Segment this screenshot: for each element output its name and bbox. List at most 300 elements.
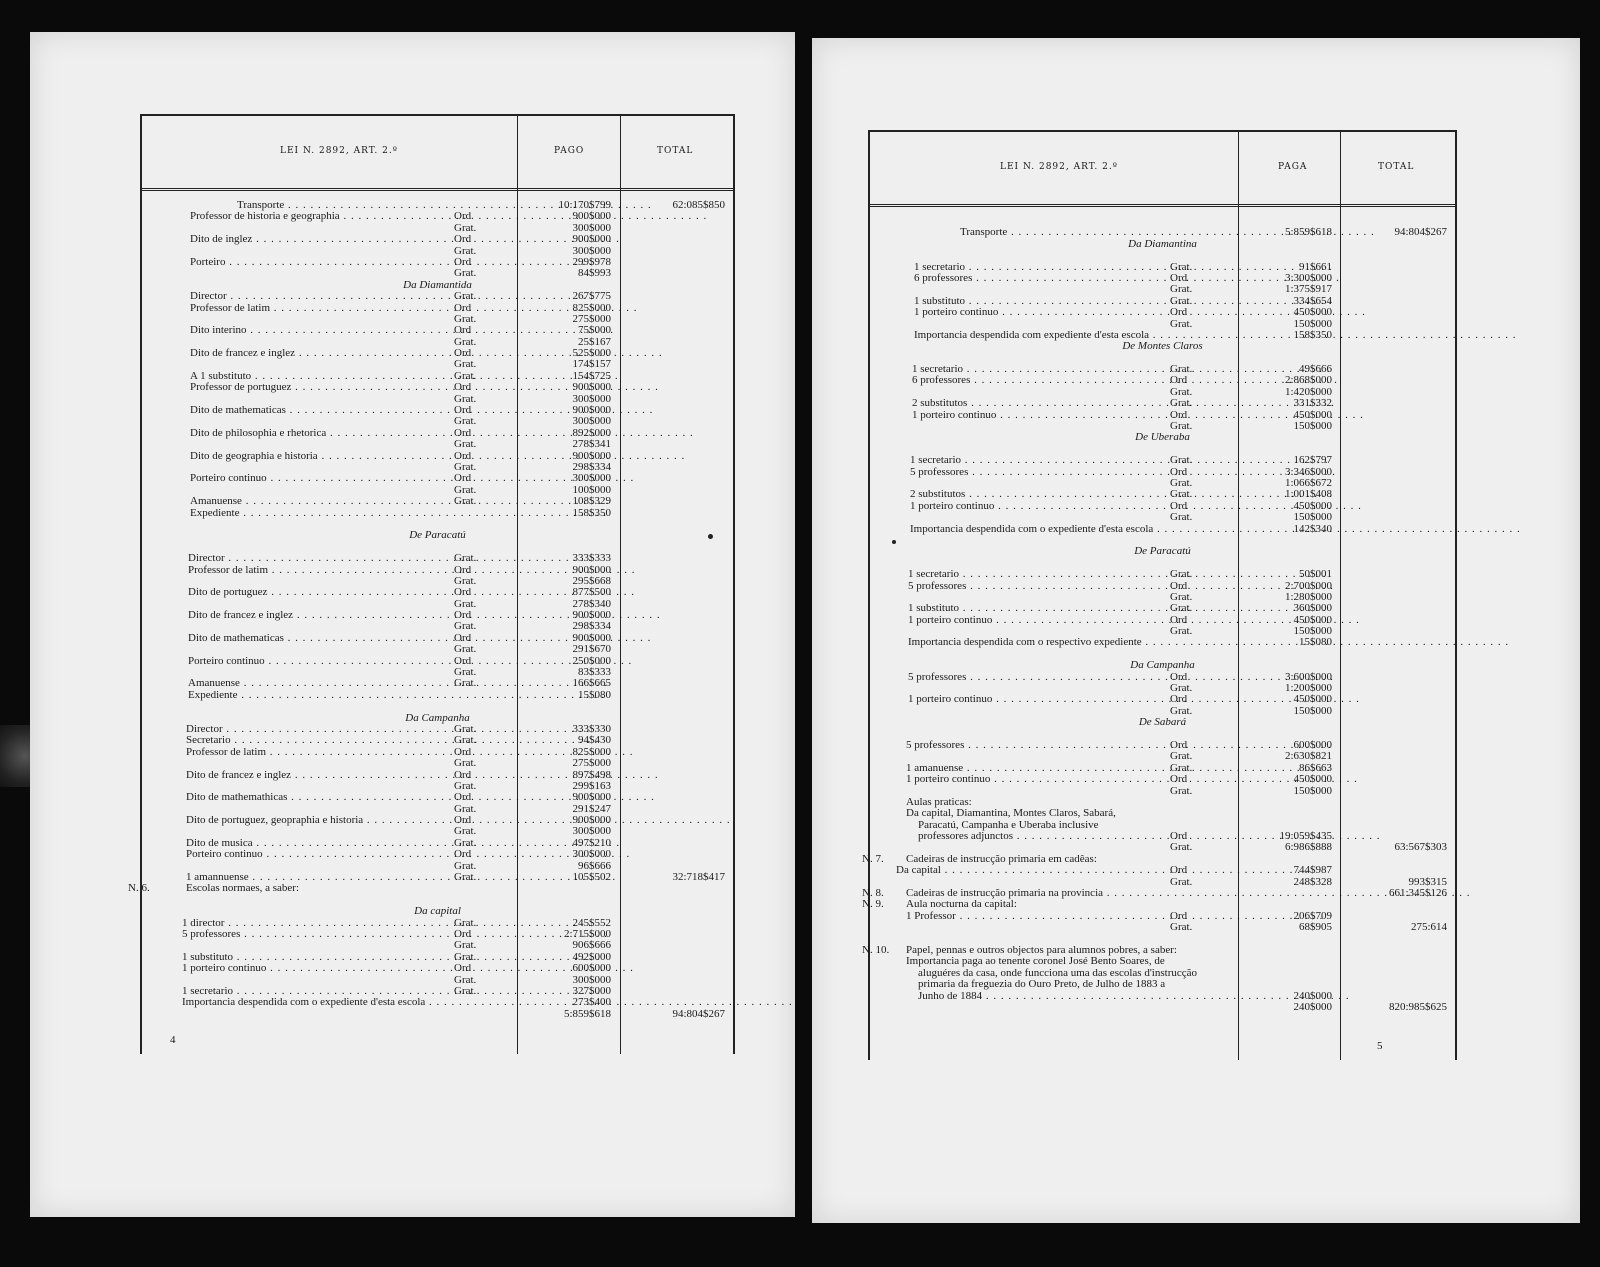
paid-amount: 15$080 (578, 688, 611, 701)
payment-type: Grat. (454, 392, 477, 405)
ledger-row (142, 553, 733, 564)
ledger-row (870, 307, 1455, 318)
row-label: Papel, pennas e outros objectos para alumnos pobres, a saber: (906, 944, 1177, 956)
left-ledger-table (128, 114, 735, 1054)
payment-type: Ord (1170, 830, 1188, 843)
paid-amount: 240$000 (1293, 989, 1332, 1002)
payment-type: Grat. (1170, 784, 1193, 797)
ledger-row (870, 672, 1455, 683)
payment-type: Grat. (454, 597, 477, 610)
payment-type: Grat. (454, 802, 477, 815)
ledger-row (142, 633, 733, 644)
paid-amount: 2:715$000 (563, 928, 611, 940)
payment-type: Grat. (454, 620, 477, 633)
ledger-row (142, 234, 733, 245)
ledger-row (142, 747, 733, 758)
ledger-row (142, 815, 733, 826)
payment-type: Ord (454, 449, 472, 462)
payment-type: Ord (454, 233, 472, 246)
item-number: N. 6. (128, 882, 150, 895)
row-label: Dito de musica . . . (186, 838, 450, 849)
ledger-row (142, 770, 733, 781)
paid-amount: 900$000 (572, 381, 611, 394)
row-label: Transporte . . . (237, 200, 437, 211)
ledger-row (870, 501, 1455, 512)
payment-type: Grat. (454, 722, 477, 735)
paid-amount: 150$000 (1293, 511, 1332, 524)
paid-amount: 331$332 (1293, 397, 1332, 410)
row-label: 5 professores . . . (908, 581, 1166, 592)
row-label: Director . . . (186, 724, 450, 735)
payment-type: Grat. (1170, 511, 1193, 524)
payment-type: Grat. (454, 460, 477, 473)
payment-type: Grat. (1170, 625, 1193, 638)
ledger-row (870, 250, 1455, 261)
payment-type: Grat. (454, 312, 477, 325)
ledger-row (870, 808, 1455, 819)
paid-amount: 360$000 (1293, 602, 1332, 615)
paid-amount: 25$167 (578, 335, 611, 348)
total-amount: 32:718$417 (672, 871, 725, 884)
paid-amount: 278$340 (572, 597, 611, 610)
paid-amount: 525$000 (572, 347, 611, 360)
paid-amount: 299$163 (572, 779, 611, 792)
ledger-row (870, 979, 1455, 990)
paid-amount: 2:868$000 (1284, 374, 1332, 387)
ledger-row (142, 348, 733, 359)
total-amount: 993$315 (1408, 875, 1447, 888)
row-label: Aulas praticas: (906, 795, 972, 808)
payment-type: Grat. (454, 734, 477, 747)
ledger-row (142, 644, 733, 655)
row-label: Importancia paga ao tenente coronel José Bento Soares, de (906, 955, 1165, 968)
paid-amount: 150$000 (1293, 317, 1332, 330)
payment-type: Ord (454, 745, 472, 758)
ledger-row (870, 410, 1455, 421)
payment-type: Grat. (454, 358, 477, 371)
payment-type: Grat. (454, 984, 477, 997)
section-heading (142, 906, 733, 917)
payment-type: Ord (454, 962, 472, 975)
ledger-row (142, 587, 733, 598)
paid-column-header: PAGO (554, 146, 585, 156)
right-ledger-rows (862, 216, 1455, 1013)
paid-amount: 91$661 (1299, 260, 1332, 273)
paid-amount: 298$334 (572, 620, 611, 633)
item-number: N. 10. (862, 944, 890, 956)
row-label: 2 substitutos . . . (910, 489, 1166, 500)
payment-type: Grat. (454, 335, 477, 348)
row-label: A 1 substituto . . . (190, 371, 450, 382)
row-label: 1 secretario . . . (908, 569, 1166, 580)
paid-amount: 2:700$000 (1284, 579, 1332, 592)
row-label: Porteiro continuo . . . (190, 473, 450, 484)
total-column-header: TOTAL (657, 146, 694, 156)
payment-type: Grat. (454, 950, 477, 963)
row-label: Transporte . . . (960, 227, 1158, 238)
paid-amount: 96$666 (578, 859, 611, 872)
paid-amount: 825$000 (572, 301, 611, 314)
row-label: Dito de portuguez, geopraphia e historia . . . (186, 815, 450, 826)
item-number: N. 7. (862, 852, 884, 865)
ledger-row (142, 382, 733, 393)
ledger-row (870, 455, 1455, 466)
left-page (30, 32, 795, 1217)
payment-type: Grat. (454, 369, 477, 382)
payment-type: Ord (454, 631, 472, 644)
ledger-row (142, 439, 733, 450)
paid-amount: 174$157 (572, 358, 611, 371)
row-label: Director . . . (188, 553, 450, 564)
row-label: Professor de historia e geographia . . . (190, 211, 450, 222)
paid-amount: 300$000 (572, 221, 611, 234)
row-label: Dito de francez e inglez . . . (186, 770, 450, 781)
section-title: De Paracatú (1134, 545, 1191, 558)
row-label: Dito de philosophia e rhetorica . . . (190, 428, 450, 439)
row-label: Dito de francez e inglez . . . (188, 610, 450, 621)
paid-amount: 5:859$618 (563, 1007, 611, 1020)
row-label: 1 secretario . . . (182, 986, 450, 997)
ink-spot (892, 540, 896, 544)
payment-type: Grat. (1170, 294, 1193, 307)
ledger-row (870, 581, 1455, 592)
ledger-row (142, 291, 733, 302)
section-heading (870, 717, 1455, 728)
row-label: Dito de mathematicas . . . (188, 633, 450, 644)
paid-amount: 250$000 (572, 654, 611, 667)
row-label: Cadeiras de instrucção primaria em cadêas: (906, 852, 1097, 865)
payment-type: Ord (454, 255, 472, 268)
ledger-row (142, 1009, 733, 1020)
paid-amount: 825$000 (572, 745, 611, 758)
law-reference: LEI N. 2892, ART. 2.º (1000, 162, 1118, 172)
paid-amount: 600$000 (1293, 738, 1332, 751)
payment-type: Grat. (454, 677, 477, 690)
row-label: 1 director . . . (182, 918, 450, 929)
payment-type: Ord (1170, 773, 1188, 786)
row-label: Dito de geographia e historia . . . (190, 451, 450, 462)
paid-amount: 278$341 (572, 438, 611, 451)
payment-type: Ord (454, 210, 472, 223)
paid-amount: 900$000 (572, 791, 611, 804)
payment-type: Ord (454, 563, 472, 576)
row-label: Junho de 1884 . . . (918, 991, 1158, 1002)
payment-type: Ord (454, 347, 472, 360)
payment-type: Ord (1170, 465, 1188, 478)
ledger-row (142, 496, 733, 507)
paid-amount: 300$000 (572, 973, 611, 986)
section-title: Da Diamantina (1128, 237, 1197, 250)
paid-column-header: PAGA (1278, 162, 1308, 172)
row-label: Expediente . . . (188, 690, 437, 701)
paid-amount: 1:280$000 (1284, 590, 1332, 603)
ledger-row (142, 508, 733, 519)
row-label: Escolas normaes, a saber: (186, 882, 300, 895)
payment-type: Grat. (1170, 488, 1193, 501)
row-label: 5 professores . . . (910, 467, 1166, 478)
payment-type: Grat. (454, 973, 477, 986)
total-amount: 820:985$625 (1388, 1000, 1447, 1013)
row-label: 5 professores . . . (908, 672, 1166, 683)
row-label: Importancia despendida com o respectivo expediente . . . (908, 637, 1158, 648)
paid-amount: 162$797 (1293, 454, 1332, 467)
paid-amount: 906$666 (572, 939, 611, 952)
total-amount: 661:345$126 (1388, 887, 1447, 900)
section-title: Da Campanha (1130, 659, 1195, 672)
row-label: 2 substitutos . . . (912, 398, 1166, 409)
paid-amount: 299$978 (572, 255, 611, 268)
row-label: Professor de portuguez . . . (190, 382, 450, 393)
paid-amount: 327$000 (572, 984, 611, 997)
paid-amount: 300$000 (572, 825, 611, 838)
paid-amount: 300$000 (572, 848, 611, 861)
ledger-row (870, 865, 1455, 876)
paid-amount: 334$654 (1293, 294, 1332, 307)
ledger-row (870, 922, 1455, 933)
row-label: Cadeiras de instrucção primaria na provincia . . . (906, 888, 1158, 899)
paid-amount: 150$000 (1293, 625, 1332, 638)
row-label: Da capital . . . (896, 865, 1166, 876)
ink-spot (708, 534, 713, 539)
right-ledger-table (862, 130, 1457, 1060)
payment-type: Grat. (454, 859, 477, 872)
page-number: 4 (170, 1034, 176, 1046)
row-label: Amanuense . . . (188, 678, 450, 689)
right-table-header (870, 132, 1455, 207)
paid-amount: 1:066$672 (1284, 476, 1332, 489)
row-label: Dito de francez e inglez . . . (190, 348, 450, 359)
paid-amount: 2:630$821 (1284, 750, 1332, 763)
paid-amount: 166$665 (572, 677, 611, 690)
payment-type: Grat. (1170, 283, 1193, 296)
ledger-row (870, 512, 1455, 523)
paid-amount: 158$350 (572, 506, 611, 519)
payment-type: Grat. (1170, 704, 1193, 717)
ledger-row (142, 690, 733, 701)
total-column-header: TOTAL (1378, 162, 1415, 172)
paid-amount: 49$666 (1299, 363, 1332, 376)
paid-amount: 248$328 (1293, 875, 1332, 888)
row-label: Secretario . . . (186, 735, 450, 746)
item-number: N. 8. (862, 887, 884, 900)
payment-type: Ord (1170, 670, 1188, 683)
paid-amount: 240$000 (1293, 1000, 1332, 1013)
section-title: Da capital (414, 905, 461, 918)
paid-amount: 497$210 (572, 836, 611, 849)
payment-type: Grat. (1170, 921, 1193, 934)
row-label: 1 substituto . . . (182, 952, 450, 963)
paid-amount: 333$330 (572, 722, 611, 735)
payment-type: Grat. (1170, 682, 1193, 695)
law-reference: LEI N. 2892, ART. 2.º (280, 146, 398, 156)
paid-amount: 450$000 (1293, 408, 1332, 421)
paid-amount: 100$000 (572, 483, 611, 496)
ledger-row (870, 569, 1455, 580)
ledger-row (142, 929, 733, 940)
left-ledger-rows (128, 199, 733, 1020)
payment-type: Ord (454, 768, 472, 781)
ledger-row (870, 991, 1455, 1002)
paid-amount: 900$000 (572, 210, 611, 223)
payment-type: Grat. (454, 221, 477, 234)
paid-amount: 892$000 (572, 426, 611, 439)
payment-type: Grat. (1170, 317, 1193, 330)
paid-amount: 291$247 (572, 802, 611, 815)
row-label: Amanuense . . . (190, 496, 450, 507)
paid-amount: 600$000 (572, 962, 611, 975)
right-page (812, 38, 1580, 1223)
paid-amount: 291$670 (572, 643, 611, 656)
row-label: 1 secretario . . . (912, 364, 1166, 375)
row-label: Expediente . . . (190, 508, 437, 519)
section-title: De Montes Claros (1122, 340, 1203, 353)
ledger-row (870, 831, 1455, 842)
ledger-row (870, 615, 1455, 626)
paid-amount: 1:001$408 (1284, 488, 1332, 501)
ledger-row (870, 694, 1455, 705)
ledger-row (142, 405, 733, 416)
row-label: 6 professores . . . (914, 273, 1166, 284)
row-label: Dito de mathematicas . . . (190, 405, 450, 416)
paid-amount: 295$668 (572, 574, 611, 587)
payment-type: Ord (454, 791, 472, 804)
payment-type: Grat. (1170, 454, 1193, 467)
payment-type: Grat. (454, 939, 477, 952)
row-label: 1 porteiro continuo . . . (912, 410, 1166, 421)
paid-amount: 105$502 (572, 871, 611, 884)
payment-type: Grat. (1170, 363, 1193, 376)
payment-type: Grat. (454, 483, 477, 496)
payment-type: Grat. (454, 495, 477, 508)
payment-type: Grat. (454, 757, 477, 770)
paid-amount: 450$000 (1293, 693, 1332, 706)
paid-amount: 900$000 (572, 233, 611, 246)
row-label: Porteiro continuo . . . (188, 656, 450, 667)
paid-amount: 10:170$799 (558, 199, 611, 211)
paid-amount: 50$001 (1299, 568, 1332, 581)
section-title: Da Diamantida (403, 278, 472, 291)
row-label: 1 Professor . . . (906, 911, 1166, 922)
paid-amount: 1:375$917 (1284, 283, 1332, 296)
row-label: Da capital, Diamantina, Montes Claros, Sabará, (906, 807, 1116, 820)
section-heading (870, 432, 1455, 443)
paid-amount: 6:986$888 (1284, 841, 1332, 854)
paid-amount: 897$498 (572, 768, 611, 781)
total-amount: 275:614 (1410, 921, 1447, 934)
payment-type: Grat. (454, 267, 477, 280)
ledger-row (142, 565, 733, 576)
paid-amount: 450$000 (1293, 499, 1332, 512)
paid-amount: 900$000 (572, 563, 611, 576)
paid-amount: 267$775 (572, 290, 611, 303)
payment-type: Grat. (454, 825, 477, 838)
payment-type: Ord (1170, 864, 1188, 877)
paid-amount: 275$000 (572, 312, 611, 325)
row-label: Dito interino . . . (190, 325, 450, 336)
paid-amount: 83$333 (578, 666, 611, 679)
payment-type: Ord (454, 814, 472, 827)
ledger-row (870, 774, 1455, 785)
paid-amount: 273$400 (572, 996, 611, 1009)
payment-type: Ord (454, 928, 472, 940)
payment-type: Ord (1170, 909, 1188, 922)
payment-type: Grat. (1170, 260, 1193, 273)
paid-amount: 150$000 (1293, 704, 1332, 717)
row-label: Porteiro . . . (190, 257, 450, 268)
paid-amount: 450$000 (1293, 613, 1332, 626)
paid-amount: 158$350 (1293, 328, 1332, 341)
row-label: Paracatú, Campanha e Uberaba inclusive (918, 818, 1099, 831)
payment-type: Ord (1170, 374, 1188, 387)
row-label: 1 porteiro continuo . . . (908, 694, 1166, 705)
ledger-row (128, 882, 733, 895)
paid-amount: 900$000 (572, 609, 611, 622)
section-title: Da Campanha (405, 711, 470, 724)
payment-type: Ord (1170, 613, 1188, 626)
payment-type: Grat. (454, 779, 477, 792)
paid-amount: 108$329 (572, 495, 611, 508)
paid-amount: 900$000 (572, 449, 611, 462)
left-table-header (142, 116, 733, 191)
total-amount: 94:804$267 (1394, 226, 1447, 239)
row-label: Importancia despendida com o expediente d'esta escola . . . (910, 524, 1158, 535)
payment-type: Ord (454, 472, 472, 485)
paid-amount: 900$000 (572, 631, 611, 644)
ledger-row (870, 1002, 1455, 1013)
ledger-row (142, 758, 733, 769)
payment-type: Grat. (454, 643, 477, 656)
payment-type: Grat. (1170, 420, 1193, 433)
paid-amount: 5:859$618 (1284, 226, 1332, 239)
section-heading (870, 239, 1455, 250)
ledger-row (870, 398, 1455, 409)
section-heading (870, 660, 1455, 671)
ledger-row (870, 740, 1455, 751)
paid-amount: 84$993 (578, 267, 611, 280)
payment-type: Ord (454, 654, 472, 667)
row-label: primaria da freguezia do Ouro Preto, de Julho de 1883 a (918, 978, 1166, 991)
row-label: 1 substituto . . . (908, 603, 1166, 614)
paid-amount: 245$552 (572, 916, 611, 929)
row-label: 1 porteiro continuo . . . (914, 307, 1166, 318)
payment-type: Grat. (1170, 385, 1193, 398)
payment-type: Grat. (1170, 841, 1193, 854)
payment-type: Ord (1170, 306, 1188, 319)
paid-amount: 300$000 (572, 415, 611, 428)
payment-type: Ord (454, 404, 472, 417)
paid-amount: 900$000 (572, 404, 611, 417)
row-label: 5 professores . . . (182, 929, 450, 940)
section-heading (142, 530, 733, 541)
paid-amount: 3:600$000 (1284, 670, 1332, 683)
paid-amount: 75$000 (578, 324, 611, 337)
payment-type: Ord (454, 586, 472, 599)
payment-type: Grat. (454, 574, 477, 587)
paid-amount: 1:200$000 (1284, 682, 1332, 695)
row-label: 1 amanuense . . . (906, 763, 1166, 774)
paid-amount: 275$000 (572, 757, 611, 770)
ledger-row (142, 451, 733, 462)
total-amount: 62:085$850 (672, 199, 725, 211)
section-title: De Uberaba (1135, 431, 1190, 444)
payment-type: Grat. (454, 438, 477, 451)
ledger-row (142, 849, 733, 860)
paid-amount: 450$000 (1293, 306, 1332, 319)
ledger-row (142, 997, 733, 1008)
paid-amount: 492$000 (572, 950, 611, 963)
paid-amount: 300$000 (572, 244, 611, 257)
paid-amount: 206$709 (1293, 909, 1332, 922)
